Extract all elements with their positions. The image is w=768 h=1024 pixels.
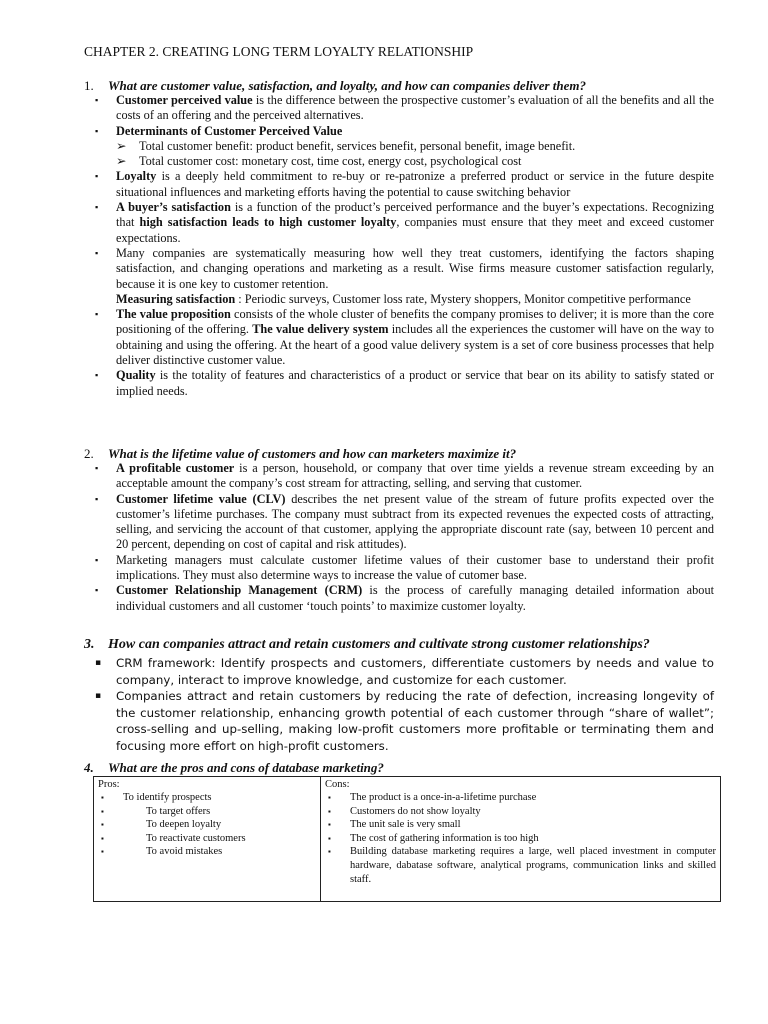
cons-item <box>325 805 716 819</box>
pros-item <box>98 818 316 832</box>
list-item <box>95 93 714 124</box>
question-1 <box>84 78 586 94</box>
sub-item <box>95 139 714 154</box>
definition: is a function of the product’s perceived performance and the buyer’s expectations. Recognizing that <box>116 200 715 230</box>
cons-item <box>325 832 716 846</box>
pros-item <box>98 805 316 819</box>
arrow-icon: ➢ <box>116 138 127 153</box>
q1-bullet-list <box>95 93 714 399</box>
bullet-icon: ▪ <box>328 820 331 830</box>
sub-item <box>95 154 714 169</box>
definition: is a deeply held commitment to re-buy or re-patronize a preferred product or service in the future despite situational influences and marketing efforts having the potential to cause switching behavior <box>116 169 714 199</box>
definition: : Periodic surveys, Customer loss rate, Mystery shoppers, Monitor competitive performance <box>235 291 691 306</box>
pros-item <box>98 845 316 859</box>
bullet-icon: ▪ <box>95 202 99 213</box>
bullet-icon: ▪ <box>95 658 102 668</box>
bullet-icon: ▪ <box>95 171 99 182</box>
bullet-icon: ▪ <box>101 793 104 802</box>
bullet-icon: ▪ <box>328 833 331 843</box>
bullet-icon: ▪ <box>328 806 331 816</box>
pros-cell <box>94 777 321 902</box>
bullet-icon: ▪ <box>101 847 104 857</box>
term: Measuring satisfaction <box>116 291 236 306</box>
question-number: 3. <box>84 637 95 652</box>
list-item <box>95 655 714 688</box>
definition: consists of the whole cluster of benefits the company promises to deliver; it is more than the core positioning of the offering. <box>116 307 714 337</box>
bullet-icon: ▪ <box>328 793 331 802</box>
question-4 <box>84 760 384 776</box>
term: Quality <box>116 368 156 383</box>
pros-cons-table <box>93 776 721 902</box>
question-text: How can companies attract and retain customers and cultivate strong customer relationships? <box>108 637 650 652</box>
definition: is the totality of features and characteristics of a product or service that bear on its ability to satisfy stated or implied needs. <box>116 368 714 398</box>
question-3 <box>84 637 650 653</box>
cons-item-text: The product is a once-in-a-lifetime purchase <box>350 792 537 803</box>
list-item <box>95 368 714 399</box>
bullet-icon: ▪ <box>95 125 99 136</box>
paragraph: Companies attract and retain customers by reducing the rate of defection, increasing longevity of the customer relationship, enhancing growth potential of each customer through “share of wallet”; cross-selling and up-selling, making low-profit customers more profitable or terminating them and focusing more effort on high-profit customers. <box>116 689 714 753</box>
cons-header: Cons: <box>325 779 350 790</box>
question-number: 1. <box>84 78 94 93</box>
paragraph: Many companies are systematically measuring how well they treat customers, identifying the factors shaping satisfaction, and changing operations and marketing as a result. Wise firms measure customer satisfaction regularly, because it is one key to customer retention. <box>116 245 714 291</box>
pros-header: Pros: <box>98 779 120 790</box>
term: Customer lifetime value (CLV) <box>116 491 286 506</box>
cons-item <box>325 818 716 832</box>
question-number: 2. <box>84 446 94 461</box>
pros-item-text: To target offers <box>146 805 211 817</box>
sub-item-text: Total customer cost: monetary cost, time cost, energy cost, psychological cost <box>139 154 522 169</box>
list-item <box>95 200 714 246</box>
question-text: What is the lifetime value of customers and how can marketers maximize it? <box>108 446 517 461</box>
arrow-icon: ➢ <box>116 154 127 169</box>
bullet-icon: ▪ <box>95 370 99 381</box>
pros-item-text: To reactivate customers <box>146 832 246 844</box>
term: Determinants of Customer Perceived Value <box>116 123 343 138</box>
pros-item-text: To avoid mistakes <box>146 846 223 858</box>
term: The value delivery system <box>252 322 389 337</box>
term: A profitable customer <box>116 461 235 475</box>
bullet-icon: ▪ <box>95 554 99 565</box>
question-text: What are the pros and cons of database marketing? <box>108 760 384 775</box>
cons-item <box>325 845 716 886</box>
definition: is a person, household, or company that over time yields a revenue stream exceeding by an acceptable amount the company’s cost stream for attracting, selling, and serving that customer. <box>116 461 715 491</box>
definition: describes the net present value of the stream of future profits expected over the customer’s lifetime purchases. The company must subtract from its expected revenues the expected costs of attracting, selling, and servicing the account of that customer, applying the appropriate discount rate (say, between 10 percent and 20 percent, depending on cost of capital and risk attitudes). <box>116 491 714 552</box>
bullet-icon: ▪ <box>101 806 104 816</box>
paragraph: CRM framework: Identify prospects and customers, differentiate customers by needs and value to company, interact to improve knowledge, and customize for each customer. <box>116 656 714 687</box>
bullet-icon: ▪ <box>95 309 99 320</box>
term: Customer perceived value <box>116 93 253 107</box>
cons-item-text: The unit sale is very small <box>350 819 461 831</box>
list-item <box>95 688 714 754</box>
emphasis: high satisfaction leads to high customer loyalty <box>139 215 397 230</box>
list-item <box>95 492 714 553</box>
paragraph: Marketing managers must calculate customer lifetime values of their customer base to understand their profit implications. They must also determine ways to increase the value of cutomer base. <box>116 552 714 583</box>
pros-item-text: To deepen loyalty <box>146 819 222 831</box>
term: Loyalty <box>116 169 157 184</box>
bullet-icon: ▪ <box>95 691 102 702</box>
cons-item-text: The cost of gathering information is too high <box>350 832 539 844</box>
question-number: 4. <box>84 760 94 775</box>
term: Customer Relationship Management (CRM) <box>116 583 363 598</box>
list-item <box>95 246 714 292</box>
cons-cell <box>321 777 721 902</box>
list-item <box>95 124 714 139</box>
question-2 <box>84 446 516 462</box>
question-text: What are customer value, satisfaction, and loyalty, and how can companies deliver them? <box>108 78 586 93</box>
bullet-icon: ▪ <box>95 463 99 473</box>
bullet-icon: ▪ <box>101 820 104 830</box>
sub-item-text: Total customer benefit: product benefit, services benefit, personal benefit, image benefit. <box>139 138 576 153</box>
definition: includes all the experiences the customer will have on the way to obtaining and using the offering. At the heart of a good value delivery system is a set of core business processes that help deliver distinctive customer value. <box>116 322 715 368</box>
definition: is the difference between the prospective customer’s evaluation of all the benefits and all the costs of an offering and the perceived alternatives. <box>116 93 714 123</box>
list-item <box>95 461 714 492</box>
cons-item <box>325 791 716 805</box>
list-item <box>95 553 714 584</box>
pros-item <box>98 791 316 805</box>
bullet-icon: ▪ <box>95 493 99 504</box>
bullet-icon: ▪ <box>101 833 104 843</box>
bullet-icon: ▪ <box>95 585 99 596</box>
cons-item-text: Building database marketing requires a large, well placed investment in computer hardware, dabatase software, analytical programs, communication links and skilled staff. <box>350 846 716 885</box>
bullet-icon: ▪ <box>95 95 99 105</box>
term: A buyer’s satisfaction <box>116 200 231 215</box>
list-item <box>95 583 714 614</box>
q3-bullet-list <box>95 655 714 755</box>
pros-item-text: To identify prospects <box>123 792 212 803</box>
list-item <box>95 169 714 200</box>
list-item-continuation <box>95 292 714 307</box>
list-item <box>95 307 714 368</box>
term: The value proposition <box>116 307 231 322</box>
definition: , companies must ensure that they meet and exceed customer expectations. <box>116 215 714 245</box>
q2-bullet-list <box>95 461 714 614</box>
definition: is the process of carefully managing detailed information about individual customers and all customer ‘touch points’ to maximize customer loyalty. <box>116 583 715 613</box>
bullet-icon: ▪ <box>328 847 331 857</box>
chapter-title: CHAPTER 2. CREATING LONG TERM LOYALTY RELATIONSHIP <box>84 44 474 59</box>
pros-item <box>98 832 316 846</box>
bullet-icon: ▪ <box>95 247 99 258</box>
cons-item-text: Customers do not show loyalty <box>350 805 481 817</box>
